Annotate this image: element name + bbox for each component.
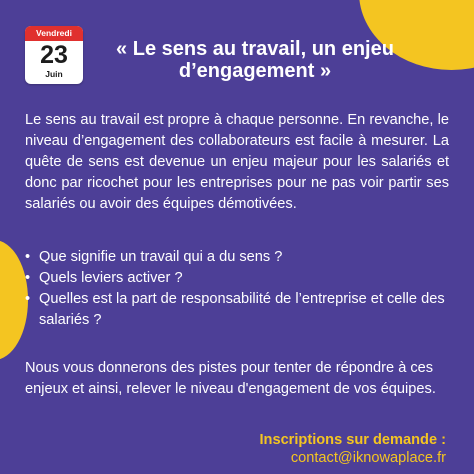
outro-paragraph: Nous vous donnerons des pistes pour tenter de répondre à ces enjeux et ainsi, relever le niveau d'engagement de vos équipes. [25, 360, 436, 397]
calendar-icon [25, 26, 83, 84]
calendar-month: Juin [45, 69, 63, 79]
event-title: « Le sens au travail, un enjeu d’engagement » [116, 38, 394, 82]
registration-info [259, 431, 446, 467]
list-item: • Que signifie un travail qui a du sens ? [25, 247, 449, 268]
intro-paragraph: Le sens au travail est propre à chaque personne. En revanche, le niveau d’engagement des collaborateurs est facile à mesurer. La quête de sens est devenue un enjeu majeur pour les salariés et donc par ricochet pour les entreprises pour ne pas voir partir ses salariés ou avoir des équipes démotivées. [25, 112, 449, 212]
contact-email-link[interactable]: contact@iknowaplace.fr [290, 450, 446, 466]
decorative-blob-left [0, 240, 28, 360]
calendar-date: 23 [40, 41, 68, 69]
list-item: • Quelles est la part de responsabilité de l’entreprise et celle des salariés ? [25, 289, 449, 331]
question-list [25, 247, 449, 331]
registration-label: Inscriptions sur demande : [259, 432, 446, 448]
calendar-weekday: Vendredi [25, 26, 83, 41]
list-item: • Quels leviers activer ? [25, 268, 449, 289]
